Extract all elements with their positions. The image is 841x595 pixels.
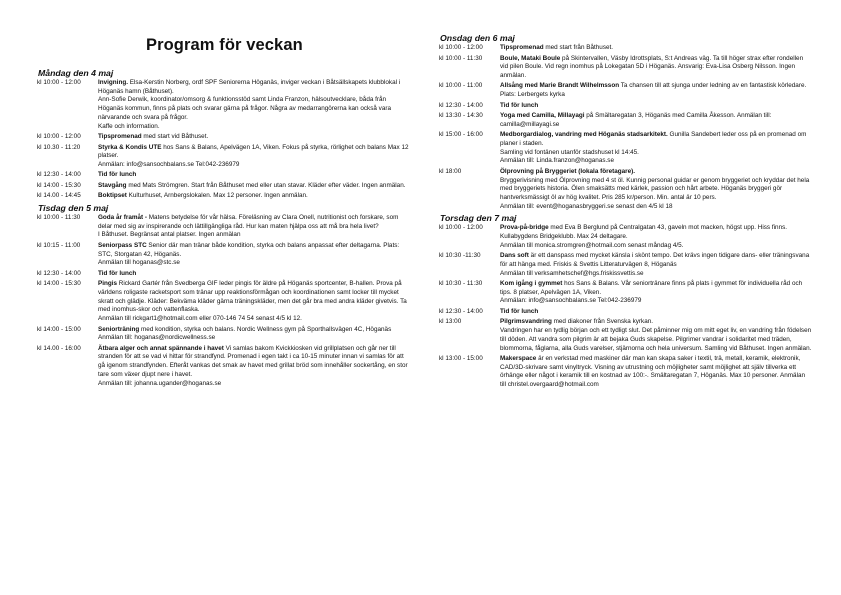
- entry-time: kl 10:00 - 12:00: [37, 79, 81, 86]
- entry-time: kl 14:00 - 15:30: [37, 181, 81, 189]
- entry-detail: Ann-Sofie Derwik, koordinator/omsorg & funktionsstöd samt Linda Franzon, hälsoutvecklare, båda från Höganäs kommun, finns på plats och svarar gärna på frågor. Några av medarrangörerna kan också vara närvarande och svara på frågor.: [98, 96, 392, 121]
- day-heading: Måndag den 4 maj: [38, 68, 114, 78]
- program-entry: [34, 192, 414, 201]
- entry-detail: Anmälan till rickgart1@hotmail.com eller 070-146 74 54 senast 4/5 kl 12.: [98, 315, 302, 323]
- entry-time: kl 10:00 - 12:00: [439, 44, 483, 51]
- entry-body: [98, 280, 414, 324]
- entry-body: [98, 144, 414, 170]
- entry-time: kl 10.30 - 11:20: [37, 143, 81, 151]
- entry-text: på Skintervallen, Väsby Idrottsplats, S:t Andreas väg. Ta till höger strax efter rondellen vid pilen Boule. Vid regn inomhus på Lokegatan 5D i Höganäs. Ansvarig: Eva-Lisa Osberg Nilsson. Ingen anmälan.: [500, 54, 804, 79]
- entry-time: kl 18:00: [439, 167, 462, 175]
- program-entry: [34, 133, 414, 142]
- entry-title: Prova-på-bridge: [500, 224, 549, 232]
- entry-title: Pilgrimsvandring: [500, 318, 552, 326]
- entry-title: Invigning.: [98, 79, 128, 86]
- entry-body: [500, 168, 814, 212]
- entry-text: är ett danspass med mycket känsla i skönt tempo. Det krävs ingen tidigare dans- eller träningsvana för att hänga med. Friskis & Svettis Litteraturvägen 8, Höganäs: [500, 252, 810, 268]
- program-entry: [34, 326, 414, 343]
- entry-title: Boktipset: [98, 192, 127, 200]
- entry-title: Tid för lunch: [98, 269, 137, 277]
- entry-text: Vi samlas bakom Kvickkiosken vid grillplatsen och går ner till stranden för att se vad vi hittar för strandfynd. Promenad i egen takt i ca 10-15 minuter innan vi samlas för att gå igenom strandfynden. Efteråt vankas det smak av havet med grillat bröd som innehåller sockertång, en stor tare som växer djupt nere i havet.: [98, 344, 408, 378]
- entry-time: kl 13:00 - 15:00: [439, 355, 483, 363]
- entry-text: med diakoner från Svenska kyrkan.: [551, 318, 654, 326]
- day-heading: Torsdag den 7 maj: [440, 213, 517, 224]
- entry-body: [500, 355, 814, 390]
- entry-title: Boule, Mataki Boule: [500, 54, 561, 62]
- entry-detail: Anmälan till verksamhetschef@hgs.friskissvettis.se: [500, 269, 644, 277]
- entry-time: kl 12:30 - 14:00: [37, 171, 81, 179]
- entry-text: på Smältaregatan 3, Höganäs med Camilla Åkesson. Anmälan till: camilla@millayagi.se: [500, 112, 772, 128]
- entry-body: [500, 318, 814, 353]
- entry-time: kl 13:00: [439, 318, 462, 326]
- entry-time: kl 10:15 - 11:00: [37, 241, 81, 249]
- entry-title: Ölprovning på Bryggeriet (lokala företagare).: [500, 167, 636, 175]
- entry-title: Dans soft: [500, 252, 529, 260]
- program-entry: [436, 318, 814, 353]
- entry-text: hos Sans & Balans, Apelvägen 1A, Viken. Fokus på styrka, rörlighet och balans Max 12 platser.: [98, 143, 409, 160]
- entry-time: kl 13:30 - 14:30: [439, 112, 483, 120]
- entry-text: Matens betydelse för vår hälsa. Föreläsning av Clara Onell, nutritionist och forskare, som delar med sig av inspirerande och lättillgängliga råd. Hur kan maten hjälpa oss att må bra hela livet?: [98, 213, 399, 230]
- entry-body: [500, 308, 814, 317]
- entry-time: kl 10:00 - 12:00: [439, 224, 483, 232]
- entry-body: [98, 79, 414, 131]
- entry-text: Elsa-Kerstin Norberg, ordf SPF Seniorerna Höganäs, inviger veckan i Båtsällskapets klubblokal i Höganäs hamn (Båthuset).: [98, 79, 401, 95]
- program-entry: [436, 280, 814, 306]
- left-column: [34, 68, 414, 390]
- program-entry: [34, 144, 414, 170]
- entry-detail: Anmälan: info@sansochbalans.se Tel:042-236979: [98, 160, 240, 168]
- program-entry: [436, 82, 814, 99]
- entry-body: [500, 82, 814, 99]
- entry-time: kl 10:30 -11:30: [439, 252, 481, 260]
- entry-body: [500, 44, 814, 53]
- entry-body: [98, 242, 414, 268]
- entry-text: är en verkstad med maskiner där man kan skapa saker i textil, trä, metall, keramik, elektronik, CAD/3D-skrivare samt vinyltryck. Visning av utrustning och möjligheter samt möjlighet att själv tillverka ett örhänge eller något i keramik till en kostnad av 100:-. Smältaregatan 7, Höganäs. Max 10 personer. Anmälan till christel.overgaard@hotmail.com: [500, 355, 806, 389]
- entry-detail: Anmälan till monica.stromgren@hotmail.com senast måndag 4/5.: [500, 241, 684, 249]
- entry-text: Rickard Gartér från Svedberga GIF leder pingis för äldre på Höganäs sportcenter, B-hallen. Prova på världens roligaste racketsport som tränar upp reaktionsförmågan och koordinationen samt locker till mycket skratt och glädje. Kläder: Bekväma kläder gärna träningskläder, men det går bra med andra kläder givetvis. Ta med inomhus-skor och vattenflaska.: [98, 280, 407, 314]
- program-entry: [436, 55, 814, 81]
- program-entry: [34, 214, 414, 240]
- entry-body: [500, 131, 814, 166]
- entry-title: Tid för lunch: [98, 171, 137, 179]
- entry-text: Kulturhuset, Arnbergslokalen. Max 12 personer. Ingen anmälan.: [126, 192, 308, 200]
- entry-body: [500, 280, 814, 306]
- entry-body: [500, 224, 814, 250]
- entry-title: Tipspromenad: [500, 44, 544, 51]
- entry-detail: Anmälan till: johanna.ugander@hoganas.se: [98, 379, 222, 387]
- entry-time: kl 12:30 - 14:00: [439, 101, 483, 109]
- entry-body: [98, 270, 414, 279]
- entry-time: kl 10:00 - 11:30: [439, 54, 483, 62]
- entry-title: Seniorpass STC: [98, 241, 147, 249]
- program-entry: [34, 242, 414, 268]
- program-entry: [436, 44, 814, 53]
- entry-title: Tid för lunch: [500, 307, 539, 315]
- program-entry: [436, 308, 814, 317]
- entry-title: Tid för lunch: [500, 101, 539, 109]
- entry-body: [500, 252, 814, 278]
- entry-time: kl 12:30 - 14:00: [37, 269, 81, 277]
- program-entry: [34, 270, 414, 279]
- entry-body: [98, 192, 414, 201]
- entry-time: kl 14.00 - 16:00: [37, 344, 81, 352]
- entry-detail: Anmälan till: hoganas@nordicwellness.se: [98, 334, 216, 342]
- entry-body: [500, 112, 814, 129]
- entry-title: Pingis: [98, 280, 118, 288]
- entry-time: kl 10:00 - 12:00: [37, 133, 81, 141]
- entry-time: kl 10:00 - 11:00: [439, 82, 483, 90]
- entry-time: kl 14:00 - 15:30: [37, 280, 81, 288]
- entry-title: Kom igång i gymmet: [500, 280, 563, 288]
- entry-detail: Vandringen har en tydlig början och ett tydligt slut. Det påminner mig om mitt eget liv, en vandring från födelsen till döden. Att vandra som pilgrim är att bejaka Guds skapelse. Pilgrimer vandrar i solidaritet med träden, blommorna, fåglarna, alla Guds varelser, stjärnorna och hela universum. Samling vid Båthuset. Ingen anmälan.: [500, 327, 812, 352]
- entry-title: Goda år framåt -: [98, 213, 147, 221]
- program-entry: [34, 79, 414, 131]
- program-entry: [34, 345, 414, 389]
- entry-text: Gunilla Sandebert leder oss på en promenad om planer i staden.: [500, 131, 807, 148]
- entry-time: kl 12:30 - 14:00: [439, 307, 483, 315]
- entry-title: Medborgardialog, vandring med Höganäs stadsarkitekt.: [500, 131, 668, 139]
- entry-title: Seniorträning: [98, 325, 140, 333]
- entry-text: Senior där man tränar både kondition, styrka och balans anpassat efter deltagarna. Plats: STC, Storgatan 42, Höganäs.: [98, 241, 400, 258]
- entry-title: Tipspromenad: [98, 133, 142, 141]
- day-heading: Tisdag den 5 maj: [38, 202, 109, 213]
- right-column: [436, 33, 814, 392]
- page-title: Program för veckan: [146, 36, 303, 54]
- entry-time: kl 10:30 - 11:30: [439, 280, 483, 288]
- entry-text: hos Sans & Balans. Vår seniortränare finns på plats i gymmet för individuella råd och tips. 8 platser, Apelvägen 1A, Viken.: [500, 280, 803, 296]
- entry-body: [98, 326, 414, 343]
- entry-time: kl 10:00 - 11:30: [37, 213, 81, 221]
- entry-detail: Samling vid fontänen utanför stadshuset kl 14:45.: [500, 148, 639, 156]
- entry-body: [500, 55, 814, 81]
- program-entry: [34, 171, 414, 180]
- entry-detail: Anmälan till hoganas@stc.se: [98, 259, 180, 267]
- program-entry: [436, 355, 814, 390]
- entry-text: med start från Båthuset.: [543, 44, 614, 51]
- entry-detail: Anmälan: info@sansochbalans.se Tel:042-236979: [500, 297, 642, 305]
- entry-detail: Anmälan till: Linda.franzon@hoganas.se: [500, 157, 615, 165]
- entry-text: med Mats Strömgren. Start från Båthuset med eller utan stavar. Kläder efter väder. Ingen anmälan.: [126, 181, 406, 189]
- entry-title: Makerspace: [500, 355, 537, 363]
- program-entry: [436, 102, 814, 111]
- entry-text: med Eva B Berglund på Centralgatan 43, gaveln mot macken, högst upp. Hiss finns. Kullabygdens Bridgeklubb. Max 24 deltagare.: [500, 224, 788, 240]
- entry-body: [98, 133, 414, 142]
- entry-time: kl 14.00 - 14:45: [37, 192, 81, 200]
- program-entry: [436, 224, 814, 250]
- program-entry: [436, 252, 814, 278]
- entry-title: Allsång med Marie Brandt Wilhelmsson: [500, 82, 620, 90]
- entry-detail: I Båthuset. Begränsat antal platser. Ingen anmälan: [98, 231, 241, 239]
- entry-time: kl 14:00 - 15:00: [37, 325, 81, 333]
- entry-body: [500, 102, 814, 111]
- entry-detail: Bryggerivisning med Ölprovning med 4 st öl. Kunnig personal guidar er genom bryggeriet och kryddar det hela med bryggeriets historia. Ölen smaksätts med kärlek, passion och hårt arbete. Höganäs bryggeri gör hantverksmässigt öl av hög kvalitet. Pris 285 kr/person. Min. antal är 10 pers.: [500, 176, 810, 202]
- entry-text: Ta chansen till att sjunga under ledning av en fantastisk körledare. Plats: Lerbergets kyrka: [500, 82, 807, 99]
- program-entry: [436, 131, 814, 166]
- day-heading: Onsdag den 6 maj: [440, 33, 515, 43]
- program-entry: [436, 112, 814, 129]
- entry-body: [98, 345, 414, 389]
- entry-text: med start vid Båthuset.: [141, 133, 209, 141]
- entry-text: med kondition, styrka och balans. Nordic Wellness gym på Sporthallsvägen 4C, Höganäs: [139, 325, 392, 333]
- program-entry: [34, 280, 414, 324]
- entry-title: Styrka & Kondis UTE: [98, 143, 162, 151]
- entry-detail: Kaffe och information.: [98, 122, 160, 130]
- program-entry: [436, 168, 814, 212]
- entry-body: [98, 182, 414, 191]
- program-entry: [34, 182, 414, 191]
- entry-title: Stavgång: [98, 181, 127, 189]
- entry-title: Yoga med Camilla, Millayagi: [500, 112, 585, 120]
- entry-title: Ätbara alger och annat spännande i havet: [98, 344, 224, 352]
- entry-detail: Anmälan till: event@hoganasbryggeri.se senast den 4/5 kl 18: [500, 202, 673, 210]
- entry-body: [98, 214, 414, 240]
- entry-time: kl 15:00 - 16:00: [439, 131, 483, 139]
- entry-body: [98, 171, 414, 180]
